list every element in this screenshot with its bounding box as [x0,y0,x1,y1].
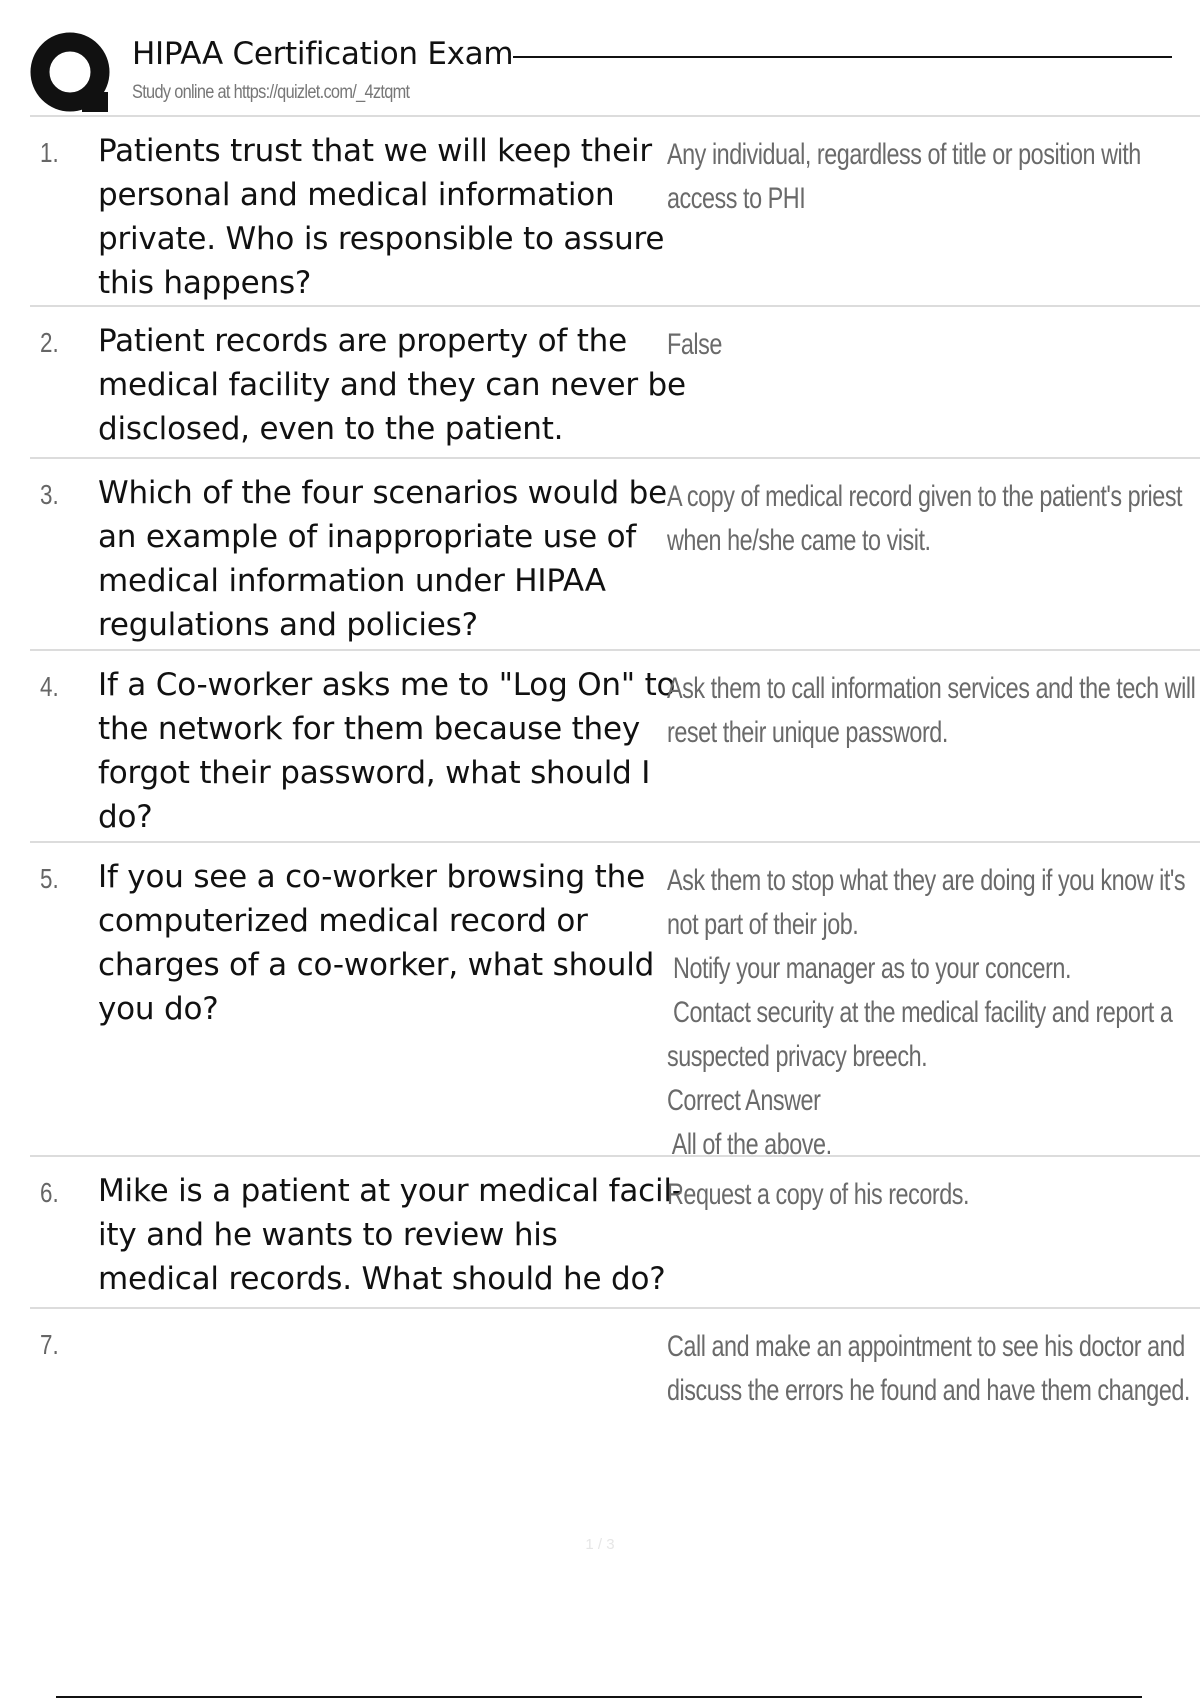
definition-line: Notify your manager as to your concern. [667,952,1071,985]
card-term: If a Co-worker asks me to "Log On" to the network for them because they forgot their password, what should I do? [98,667,676,835]
definition-line: Call and make an appointment to see his doctor and [667,1330,1185,1363]
card-term: If you see a co-worker browsing the computerized medical record or charges of a co-worker, what should you do? [98,859,655,1027]
definition-line: All of the above. [667,1128,832,1161]
card-definition [667,667,1196,755]
card-term: Patient records are property of the medical facility and they can never be disclosed, even to the patient. [98,323,686,447]
definition-line: A copy of medical record given to the patient's priest [667,480,1183,513]
page-header [30,26,1150,116]
flashcard-2 [30,305,1200,457]
study-link[interactable]: Study online at https://quizlet.com/_4ztqmt [132,82,410,103]
definition-line: when he/she came to visit. [667,524,931,557]
definition-line: Request a copy of his records. [667,1178,970,1211]
card-number: 7. [40,1329,59,1360]
definition-line: reset their unique password. [667,716,948,749]
page-title: HIPAA Certification Exam [132,36,514,72]
definition-line: suspected privacy breech. [667,1040,928,1073]
definition-line: False [667,328,722,361]
card-term: Patients trust that we will keep their personal and medical information private. Who is responsible to assure this happens? [98,133,665,301]
definition-line: not part of their job. [667,908,859,941]
definition-line: Ask them to stop what they are doing if you know it's [667,864,1186,897]
card-definition [667,133,1141,221]
definition-line: access to PHI [667,182,806,215]
card-number: 3. [40,479,59,510]
card-number: 1. [40,137,59,168]
definition-line: Correct Answer [667,1084,821,1117]
flashcard-1 [30,115,1200,305]
card-definition [667,323,1141,367]
card-term: Which of the four scenarios would be an example of inappropriate use of medical information under HIPAA regulations and policies? [98,475,667,643]
card-term: Mike is a patient at your medical facil- ity and he wants to review his medical records. What should he do? [98,1173,683,1297]
card-number: 4. [40,671,59,702]
definition-line: Contact security at the medical facility and report a [667,996,1173,1029]
definition-line: discuss the errors he found and have them changed. [667,1374,1190,1407]
card-definition [667,1173,1141,1217]
card-number: 2. [40,327,59,358]
flashcard-list [30,115,1200,1429]
card-number: 5. [40,863,59,894]
card-number: 6. [40,1177,59,1208]
flashcard-5 [30,841,1200,1161]
card-definition [667,1325,1190,1413]
footer-rule [56,1696,1142,1698]
flashcard-3 [30,457,1200,649]
card-definition [667,859,1186,1167]
card-definition [667,475,1183,563]
page-number: 1 / 3 [585,1536,615,1553]
definition-line: Ask them to call information services and the tech will [667,672,1196,705]
flashcard-7 [30,1307,1200,1429]
flashcard-4 [30,649,1200,841]
definition-line: Any individual, regardless of title or position with [667,138,1141,171]
flashcard-6 [30,1155,1200,1307]
